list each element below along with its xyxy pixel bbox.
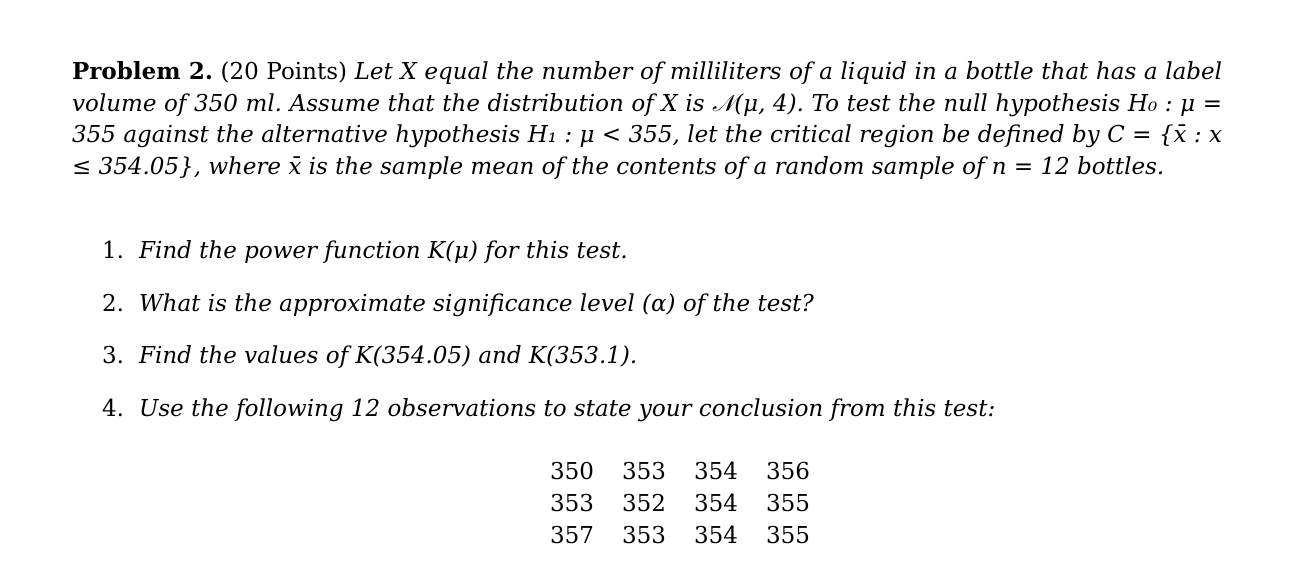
- question-text: What is the approximate significance level (α) of the test?: [139, 290, 814, 317]
- table-row: [550, 456, 838, 488]
- statement-line-4: C = {x̄ : x ≤ 354.05}, where x̄ is the sample mean of the contents of a random sample of n = 12: [72, 122, 1222, 180]
- problem-points: (20 Points): [220, 59, 347, 85]
- question-text: Find the power function K(μ) for this test.: [139, 238, 628, 264]
- question-item: [102, 394, 1202, 425]
- observation-cell: 356: [766, 459, 810, 485]
- question-list: [102, 236, 1202, 446]
- observation-cell: 350: [550, 459, 594, 485]
- table-row: [550, 520, 838, 552]
- statement-line-1: Let X equal the number of milliliters of a liquid in a bottle that has a: [354, 59, 1158, 85]
- question-number: 3.: [102, 343, 124, 369]
- observation-cell: 353: [622, 523, 666, 549]
- statement-line-2: label volume of 350 ml. Assume that the distribution of X is 𝒩(μ, 4). To test the null hypothesis: [72, 59, 1222, 117]
- observation-cell: 355: [766, 523, 810, 549]
- question-item: [102, 289, 1202, 320]
- question-number: 2.: [102, 290, 124, 317]
- observation-cell: 354: [694, 491, 738, 517]
- observation-cell: 354: [694, 523, 738, 549]
- observation-cell: 355: [766, 491, 810, 517]
- observation-cell: 357: [550, 523, 594, 549]
- observations-table: [550, 456, 838, 552]
- statement-line-5: bottles.: [1077, 153, 1165, 180]
- problem-statement: [72, 56, 1222, 183]
- observation-cell: 352: [622, 491, 666, 517]
- observation-cell: 353: [550, 491, 594, 517]
- problem-label: Problem 2.: [72, 58, 213, 85]
- question-text: Use the following 12 observations to state your conclusion from this test:: [139, 395, 996, 422]
- problem-block: [72, 56, 1222, 549]
- question-text: Find the values of K(354.05) and K(353.1).: [139, 343, 638, 369]
- observation-cell: 353: [622, 459, 666, 485]
- question-item: [102, 236, 1202, 267]
- statement-line-3: H₀ : μ = 355 against the alternative hypothesis H₁ : μ < 355, let the critical region be defined by: [72, 90, 1222, 148]
- question-number: 4.: [102, 395, 124, 422]
- table-row: [550, 488, 838, 520]
- question-item: [102, 341, 1202, 372]
- question-number: 1.: [102, 238, 124, 264]
- observation-cell: 354: [694, 459, 738, 485]
